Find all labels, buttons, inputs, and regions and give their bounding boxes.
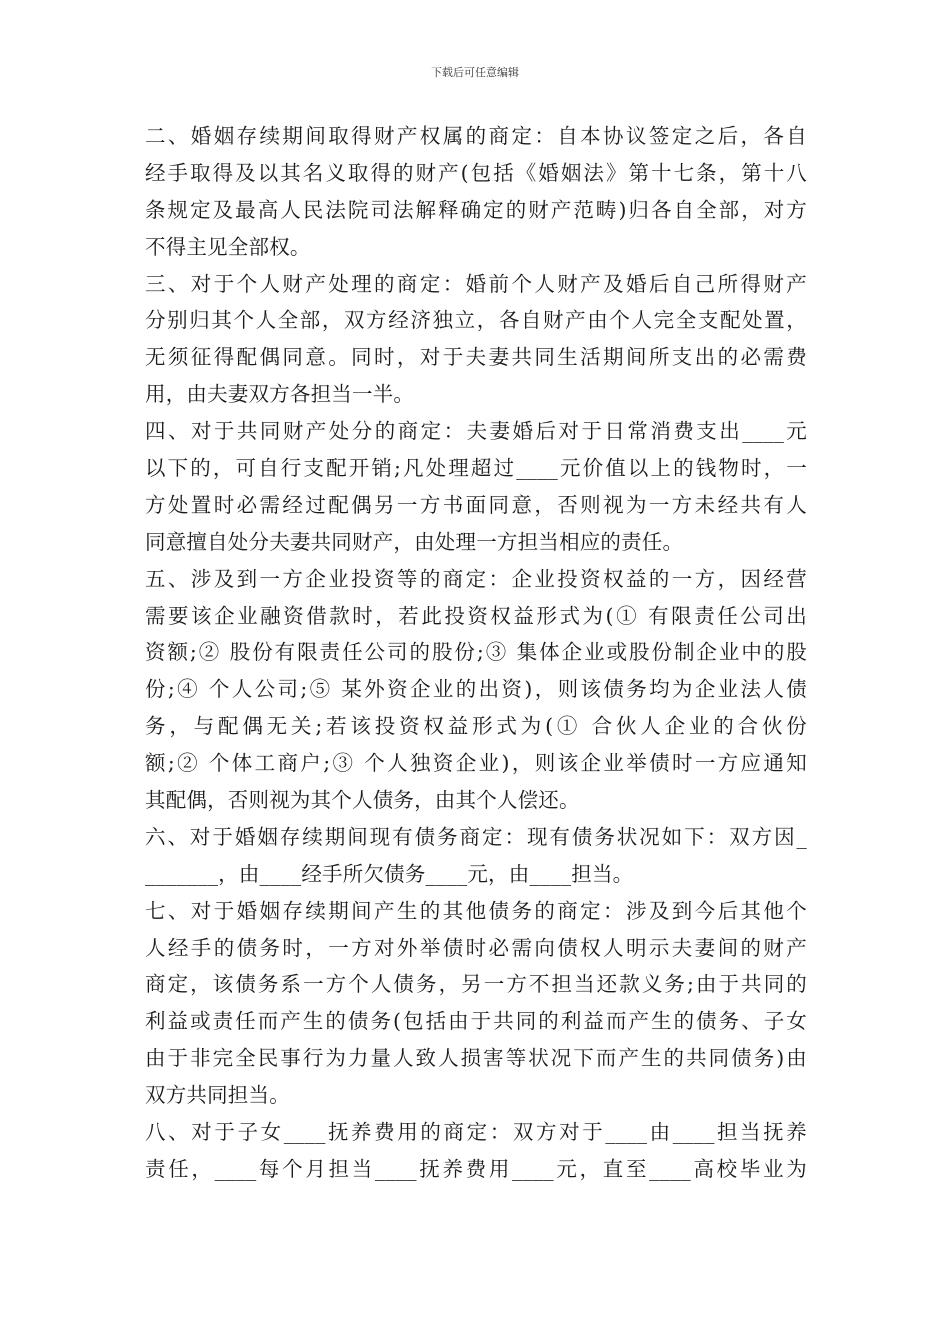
text-line: 不得主见全部权。 <box>145 234 311 259</box>
text-line: 同意擅自处分夫妻共同财产，由处理一方担当相应的责任。 <box>145 529 684 554</box>
text-line: 八、对于子女____抚养费用的商定：双方对于____由____担当抚养 <box>145 1120 807 1145</box>
text-line: 经手取得及以其名义取得的财产(包括《婚姻法》第十七条，第十八 <box>145 160 807 185</box>
text-line: 条规定及最高人民法院司法解释确定的财产范畴)归各自全部，对方 <box>145 197 807 222</box>
text-line: 资额;② 股份有限责任公司的股份;③ 集体企业或股份制企业中的股 <box>145 640 807 665</box>
text-line: 务，与配偶无关;若该投资权益形式为(① 合伙人企业的合伙份 <box>145 714 807 739</box>
text-line: 方处置时必需经过配偶另一方书面同意，否则视为一方未经共有人 <box>145 492 807 517</box>
text-line: 份;④ 个人公司;⑤ 某外资企业的出资)，则该债务均为企业法人债 <box>145 677 807 702</box>
text-line: 六、对于婚姻存续期间现有债务商定：现有债务状况如下：双方因_ <box>145 824 807 849</box>
text-line: 三、对于个人财产处理的商定：婚前个人财产及婚后自己所得财产 <box>145 271 807 296</box>
text-line: _______，由____经手所欠债务____元，由____担当。 <box>145 861 634 886</box>
text-line: 人经手的债务时，一方对外举债时必需向债权人明示夫妻间的财产 <box>145 935 807 960</box>
page-header: 下载后可任意编辑 <box>431 66 519 79</box>
text-line: 二、婚姻存续期间取得财产权属的商定：自本协议签定之后，各自 <box>145 124 807 148</box>
text-line: 由于非完全民事行为力量人致人损害等状况下而产生的共同债务)由 <box>145 1046 807 1071</box>
text-line: 其配偶，否则视为其个人债务，由其个人偿还。 <box>145 788 580 813</box>
text-line: 七、对于婚姻存续期间产生的其他债务的商定：涉及到今后其他个 <box>145 898 807 923</box>
text-line: 需要该企业融资借款时，若此投资权益形式为(① 有限责任公司出 <box>145 603 807 628</box>
document-body <box>145 118 807 1188</box>
text-line: 以下的，可自行支配开销;凡处理超过____元价值以上的钱物时，一 <box>145 456 807 481</box>
text-line: 五、涉及到一方企业投资等的商定：企业投资权益的一方，因经营 <box>145 566 807 591</box>
text-line: 利益或责任而产生的债务(包括由于共同的利益而产生的债务、子女 <box>145 1009 807 1034</box>
text-line: 责任，____每个月担当____抚养费用____元，直至____高校毕业为 <box>145 1156 807 1181</box>
text-line: 额;② 个体工商户;③ 个人独资企业)，则该企业举债时一方应通知 <box>145 751 807 776</box>
text-line: 分别归其个人全部，双方经济独立，各自财产由个人完全支配处置， <box>145 308 807 333</box>
text-line: 用，由夫妻双方各担当一半。 <box>145 382 415 407</box>
text-line: 双方共同担当。 <box>145 1083 290 1108</box>
text-line: 无须征得配偶同意。同时，对于夫妻共同生活期间所支出的必需费 <box>145 345 807 370</box>
text-line: 四、对于共同财产处分的商定：夫妻婚后对于日常消费支出____元 <box>145 419 807 444</box>
text-line: 商定，该债务系一方个人债务，另一方不担当还款义务;由于共同的 <box>145 972 807 997</box>
